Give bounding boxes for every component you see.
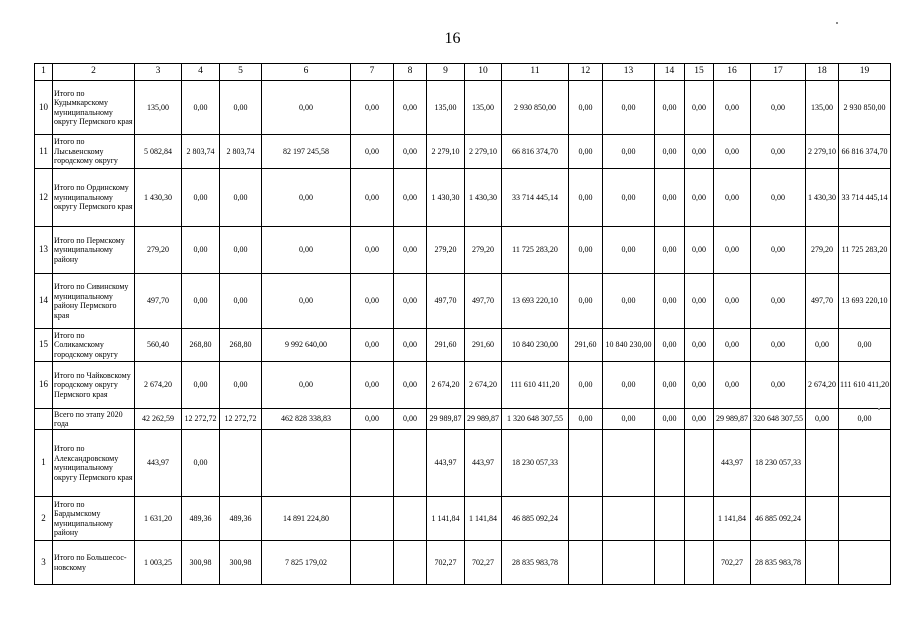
value-cell — [839, 497, 891, 541]
column-header: 10 — [465, 64, 502, 81]
value-cell: 66 816 374,70 — [502, 135, 569, 169]
value-cell — [806, 497, 839, 541]
value-cell: 0,00 — [603, 362, 655, 409]
scan-speck — [836, 22, 838, 24]
value-cell: 9 992 640,00 — [262, 329, 351, 362]
value-cell: 0,00 — [262, 362, 351, 409]
municipality-name: Итого по Сивинскому муниципальному району Пермского края — [53, 274, 135, 329]
value-cell: 33 714 445,14 — [839, 169, 891, 227]
value-cell: 279,20 — [135, 227, 182, 274]
value-cell: 18 230 057,33 — [751, 430, 806, 497]
value-cell: 462 828 338,83 — [262, 409, 351, 430]
value-cell — [569, 541, 603, 585]
value-cell: 0,00 — [182, 430, 220, 497]
column-header: 19 — [839, 64, 891, 81]
value-cell — [394, 497, 427, 541]
value-cell: 0,00 — [603, 227, 655, 274]
value-cell: 111 610 411,20 — [839, 362, 891, 409]
value-cell: 2 674,20 — [465, 362, 502, 409]
value-cell: 0,00 — [182, 81, 220, 135]
value-cell: 0,00 — [569, 409, 603, 430]
value-cell: 279,20 — [427, 227, 465, 274]
row-number: 2 — [35, 497, 53, 541]
value-cell: 497,70 — [427, 274, 465, 329]
value-cell — [569, 497, 603, 541]
value-cell: 1 003,25 — [135, 541, 182, 585]
value-cell: 0,00 — [655, 274, 685, 329]
value-cell: 13 693 220,10 — [839, 274, 891, 329]
value-cell: 0,00 — [351, 362, 394, 409]
value-cell: 0,00 — [655, 227, 685, 274]
value-cell — [351, 497, 394, 541]
municipality-name: Итого по Ординскому муниципальному округу Пермского края — [53, 169, 135, 227]
value-cell: 443,97 — [465, 430, 502, 497]
value-cell: 0,00 — [751, 274, 806, 329]
value-cell: 82 197 245,58 — [262, 135, 351, 169]
value-cell: 0,00 — [655, 135, 685, 169]
value-cell: 702,27 — [427, 541, 465, 585]
value-cell: 0,00 — [394, 362, 427, 409]
value-cell: 0,00 — [569, 227, 603, 274]
column-header: 12 — [569, 64, 603, 81]
value-cell: 29 989,87 — [714, 409, 751, 430]
value-cell: 0,00 — [262, 227, 351, 274]
value-cell: 2 674,20 — [427, 362, 465, 409]
value-cell: 0,00 — [394, 274, 427, 329]
table-row — [35, 135, 891, 169]
value-cell: 11 725 283,20 — [839, 227, 891, 274]
value-cell: 28 835 983,78 — [751, 541, 806, 585]
table-row — [35, 169, 891, 227]
value-cell: 0,00 — [714, 274, 751, 329]
value-cell: 497,70 — [465, 274, 502, 329]
value-cell: 2 803,74 — [220, 135, 262, 169]
value-cell: 0,00 — [351, 274, 394, 329]
municipality-name: Итого по Бардымскому муниципальному району — [53, 497, 135, 541]
value-cell: 0,00 — [714, 329, 751, 362]
value-cell: 0,00 — [351, 227, 394, 274]
column-header: 8 — [394, 64, 427, 81]
column-header: 16 — [714, 64, 751, 81]
value-cell: 0,00 — [569, 81, 603, 135]
value-cell: 268,80 — [220, 329, 262, 362]
value-cell: 0,00 — [569, 169, 603, 227]
value-cell: 0,00 — [655, 169, 685, 227]
value-cell: 291,60 — [569, 329, 603, 362]
value-cell: 560,40 — [135, 329, 182, 362]
value-cell: 1 430,30 — [806, 169, 839, 227]
value-cell: 0,00 — [220, 274, 262, 329]
column-header: 6 — [262, 64, 351, 81]
value-cell: 5 082,84 — [135, 135, 182, 169]
value-cell: 300,98 — [182, 541, 220, 585]
value-cell: 1 141,84 — [714, 497, 751, 541]
value-cell: 0,00 — [220, 362, 262, 409]
value-cell: 1 430,30 — [465, 169, 502, 227]
header-row — [35, 64, 891, 81]
value-cell: 111 610 411,20 — [502, 362, 569, 409]
value-cell — [220, 430, 262, 497]
value-cell: 12 272,72 — [220, 409, 262, 430]
value-cell: 11 725 283,20 — [502, 227, 569, 274]
row-number: 3 — [35, 541, 53, 585]
column-header: 7 — [351, 64, 394, 81]
value-cell — [351, 541, 394, 585]
column-header: 3 — [135, 64, 182, 81]
municipality-name: Итого по Большесос-новскому — [53, 541, 135, 585]
value-cell: 0,00 — [714, 362, 751, 409]
value-cell: 0,00 — [685, 362, 714, 409]
value-cell: 1 141,84 — [427, 497, 465, 541]
table-row — [35, 81, 891, 135]
column-header: 2 — [53, 64, 135, 81]
column-header: 13 — [603, 64, 655, 81]
value-cell: 0,00 — [751, 81, 806, 135]
value-cell: 0,00 — [714, 81, 751, 135]
municipality-name: Итого по Лысьвенскому городскому округу — [53, 135, 135, 169]
value-cell: 291,60 — [465, 329, 502, 362]
value-cell: 2 930 850,00 — [839, 81, 891, 135]
value-cell: 0,00 — [685, 329, 714, 362]
value-cell: 0,00 — [394, 81, 427, 135]
row-number: 13 — [35, 227, 53, 274]
value-cell: 0,00 — [685, 274, 714, 329]
municipality-name: Итого по Пермскому муниципальному району — [53, 227, 135, 274]
value-cell: 2 930 850,00 — [502, 81, 569, 135]
value-cell: 0,00 — [182, 227, 220, 274]
value-cell — [655, 430, 685, 497]
value-cell: 279,20 — [465, 227, 502, 274]
value-cell: 1 430,30 — [135, 169, 182, 227]
value-cell — [839, 541, 891, 585]
row-number: 1 — [35, 430, 53, 497]
value-cell: 0,00 — [351, 81, 394, 135]
column-header: 9 — [427, 64, 465, 81]
value-cell: 0,00 — [806, 329, 839, 362]
value-cell: 0,00 — [685, 409, 714, 430]
value-cell: 0,00 — [751, 362, 806, 409]
value-cell: 29 989,87 — [427, 409, 465, 430]
value-cell: 2 279,10 — [806, 135, 839, 169]
value-cell: 0,00 — [262, 169, 351, 227]
value-cell: 291,60 — [427, 329, 465, 362]
value-cell: 0,00 — [655, 409, 685, 430]
value-cell — [603, 541, 655, 585]
value-cell: 497,70 — [806, 274, 839, 329]
column-header: 17 — [751, 64, 806, 81]
value-cell: 0,00 — [655, 329, 685, 362]
value-cell: 0,00 — [685, 135, 714, 169]
data-table — [34, 63, 891, 585]
row-number: 11 — [35, 135, 53, 169]
value-cell — [262, 430, 351, 497]
table-row — [35, 329, 891, 362]
municipality-name: Всего по этапу 2020 года — [53, 409, 135, 430]
value-cell: 135,00 — [427, 81, 465, 135]
value-cell: 0,00 — [839, 409, 891, 430]
value-cell: 0,00 — [751, 135, 806, 169]
row-number: 16 — [35, 362, 53, 409]
table-row — [35, 274, 891, 329]
value-cell — [839, 430, 891, 497]
value-cell: 135,00 — [806, 81, 839, 135]
value-cell: 0,00 — [351, 169, 394, 227]
table-row — [35, 362, 891, 409]
value-cell: 0,00 — [751, 329, 806, 362]
value-cell: 0,00 — [262, 274, 351, 329]
value-cell: 0,00 — [569, 274, 603, 329]
value-cell: 18 230 057,33 — [502, 430, 569, 497]
value-cell: 0,00 — [603, 274, 655, 329]
value-cell: 0,00 — [394, 169, 427, 227]
table-row — [35, 541, 891, 585]
value-cell: 0,00 — [655, 81, 685, 135]
value-cell: 2 279,10 — [465, 135, 502, 169]
table-row — [35, 497, 891, 541]
value-cell: 0,00 — [351, 329, 394, 362]
value-cell: 497,70 — [135, 274, 182, 329]
value-cell — [394, 430, 427, 497]
value-cell: 0,00 — [569, 135, 603, 169]
column-header: 14 — [655, 64, 685, 81]
value-cell: 0,00 — [751, 169, 806, 227]
value-cell: 0,00 — [806, 409, 839, 430]
value-cell: 702,27 — [714, 541, 751, 585]
column-header: 18 — [806, 64, 839, 81]
municipality-name: Итого по Соликамскому городскому округу — [53, 329, 135, 362]
value-cell: 0,00 — [220, 169, 262, 227]
value-cell: 0,00 — [351, 135, 394, 169]
value-cell: 0,00 — [685, 169, 714, 227]
value-cell — [655, 541, 685, 585]
value-cell: 0,00 — [182, 362, 220, 409]
row-number: 12 — [35, 169, 53, 227]
value-cell: 0,00 — [182, 274, 220, 329]
value-cell: 66 816 374,70 — [839, 135, 891, 169]
value-cell: 0,00 — [714, 135, 751, 169]
value-cell — [603, 497, 655, 541]
value-cell: 443,97 — [427, 430, 465, 497]
value-cell: 0,00 — [394, 227, 427, 274]
value-cell — [685, 430, 714, 497]
table-row — [35, 409, 891, 430]
value-cell: 0,00 — [685, 81, 714, 135]
value-cell: 0,00 — [394, 329, 427, 362]
value-cell: 0,00 — [262, 81, 351, 135]
value-cell: 268,80 — [182, 329, 220, 362]
value-cell: 33 714 445,14 — [502, 169, 569, 227]
scan-speck — [878, 408, 880, 410]
value-cell: 0,00 — [603, 81, 655, 135]
value-cell: 443,97 — [714, 430, 751, 497]
value-cell — [394, 541, 427, 585]
value-cell: 0,00 — [182, 169, 220, 227]
value-cell: 702,27 — [465, 541, 502, 585]
table-body — [35, 81, 891, 585]
value-cell — [806, 541, 839, 585]
value-cell: 0,00 — [685, 227, 714, 274]
value-cell: 0,00 — [603, 409, 655, 430]
value-cell: 46 885 092,24 — [502, 497, 569, 541]
value-cell: 489,36 — [220, 497, 262, 541]
value-cell: 0,00 — [714, 169, 751, 227]
value-cell — [569, 430, 603, 497]
column-header: 15 — [685, 64, 714, 81]
value-cell: 0,00 — [603, 169, 655, 227]
value-cell: 14 891 224,80 — [262, 497, 351, 541]
value-cell: 0,00 — [839, 329, 891, 362]
value-cell: 135,00 — [135, 81, 182, 135]
value-cell: 135,00 — [465, 81, 502, 135]
table-row — [35, 430, 891, 497]
value-cell: 0,00 — [655, 362, 685, 409]
value-cell: 10 840 230,00 — [603, 329, 655, 362]
value-cell: 279,20 — [806, 227, 839, 274]
value-cell: 0,00 — [714, 227, 751, 274]
value-cell: 1 430,30 — [427, 169, 465, 227]
column-header: 5 — [220, 64, 262, 81]
value-cell — [685, 541, 714, 585]
value-cell — [685, 497, 714, 541]
value-cell: 0,00 — [220, 227, 262, 274]
value-cell: 2 803,74 — [182, 135, 220, 169]
value-cell: 320 648 307,55 — [751, 409, 806, 430]
page-number: 16 — [444, 30, 461, 47]
value-cell: 1 631,20 — [135, 497, 182, 541]
row-number — [35, 409, 53, 430]
value-cell: 0,00 — [220, 81, 262, 135]
value-cell — [806, 430, 839, 497]
value-cell: 0,00 — [603, 135, 655, 169]
value-cell: 12 272,72 — [182, 409, 220, 430]
column-header: 1 — [35, 64, 53, 81]
value-cell: 0,00 — [351, 409, 394, 430]
table-row — [35, 227, 891, 274]
municipality-name: Итого по Кудымкарскому муниципальному округу Пермского края — [53, 81, 135, 135]
value-cell: 489,36 — [182, 497, 220, 541]
value-cell — [603, 430, 655, 497]
value-cell: 10 840 230,00 — [502, 329, 569, 362]
municipality-name: Итого по Чайковскому городскому округу Пермского края — [53, 362, 135, 409]
value-cell: 1 141,84 — [465, 497, 502, 541]
row-number: 15 — [35, 329, 53, 362]
value-cell: 0,00 — [569, 362, 603, 409]
value-cell — [351, 430, 394, 497]
value-cell: 7 825 179,02 — [262, 541, 351, 585]
value-cell: 42 262,59 — [135, 409, 182, 430]
row-number: 14 — [35, 274, 53, 329]
column-header: 4 — [182, 64, 220, 81]
value-cell: 2 674,20 — [806, 362, 839, 409]
value-cell: 300,98 — [220, 541, 262, 585]
value-cell: 0,00 — [394, 135, 427, 169]
value-cell: 2 279,10 — [427, 135, 465, 169]
value-cell: 46 885 092,24 — [751, 497, 806, 541]
column-header: 11 — [502, 64, 569, 81]
value-cell: 28 835 983,78 — [502, 541, 569, 585]
municipality-name: Итого по Александровскому муниципальному округу Пермского края — [53, 430, 135, 497]
row-number: 10 — [35, 81, 53, 135]
value-cell: 0,00 — [394, 409, 427, 430]
value-cell: 1 320 648 307,55 — [502, 409, 569, 430]
value-cell: 29 989,87 — [465, 409, 502, 430]
value-cell: 13 693 220,10 — [502, 274, 569, 329]
value-cell: 443,97 — [135, 430, 182, 497]
value-cell — [655, 497, 685, 541]
value-cell: 0,00 — [751, 227, 806, 274]
value-cell: 2 674,20 — [135, 362, 182, 409]
